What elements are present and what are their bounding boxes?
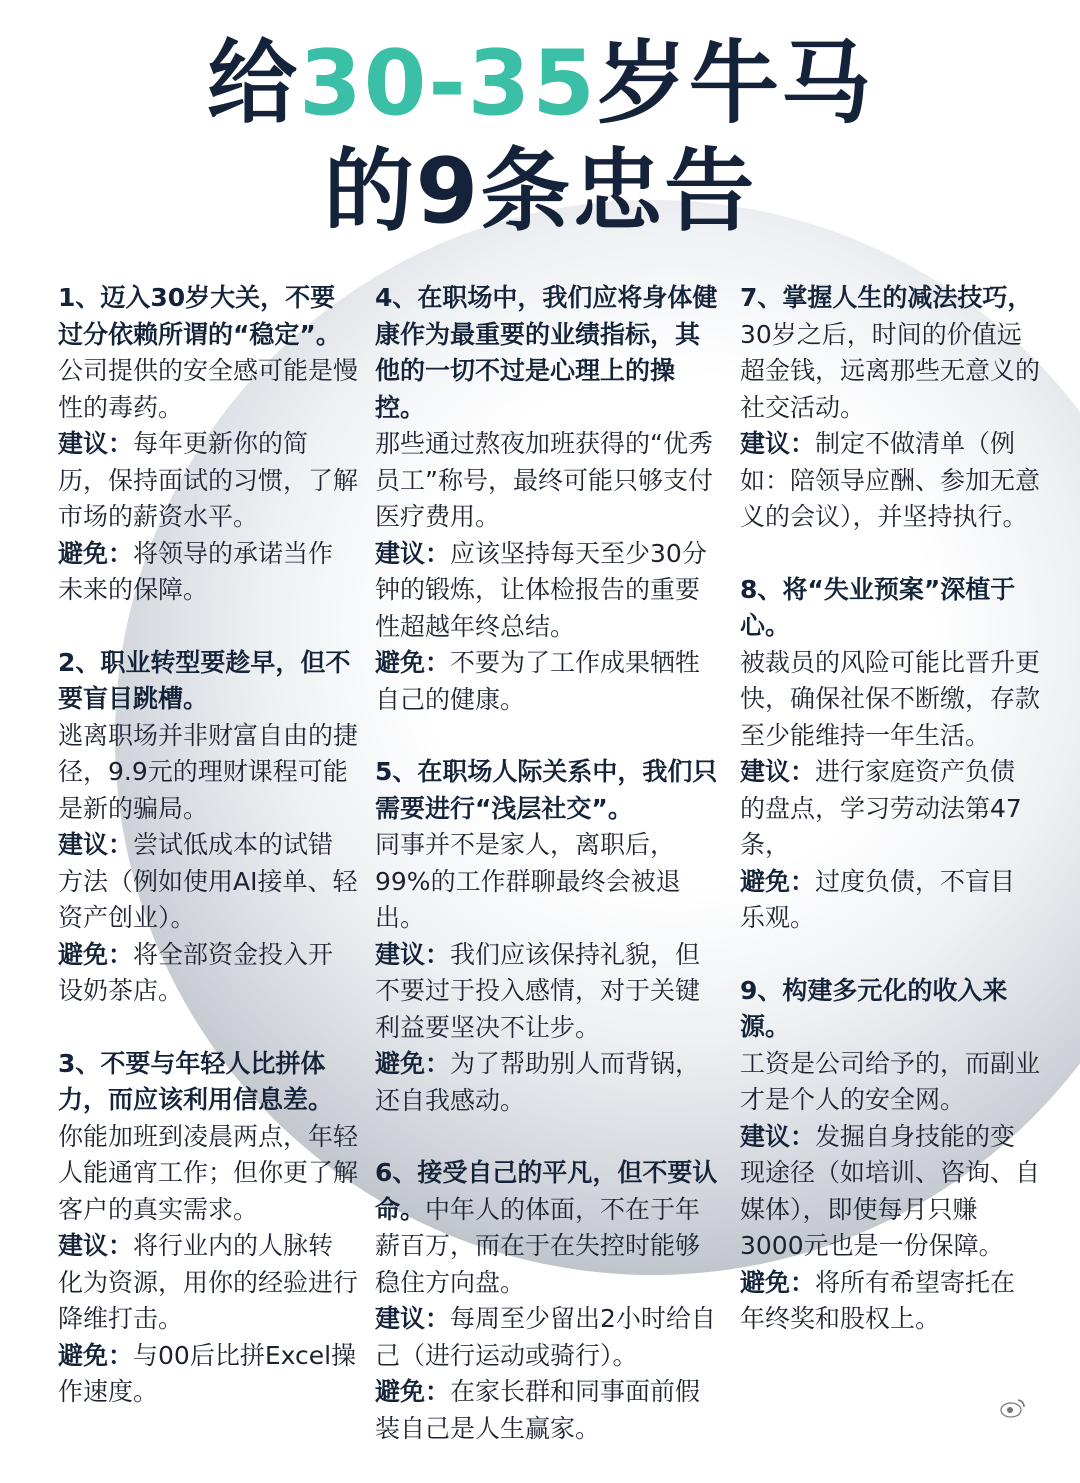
advice-body: 同事并不是家人，离职后，99%的工作群聊最终会被退出。 <box>375 830 681 932</box>
advice-item-7 <box>740 280 1040 536</box>
advice-suggest: 建议：每年更新你的简历，保持面试的习惯，了解市场的薪资水平。 <box>58 429 359 531</box>
advice-suggest: 建议：每周至少留出2小时给自己（进行运动或骑行）。 <box>375 1304 716 1370</box>
advice-avoid: 避免：将领导的承诺当作未来的保障。 <box>58 538 334 604</box>
advice-heading: 1、迈入30岁大关，不要过分依赖所谓的“稳定”。 <box>58 283 341 349</box>
advice-item-1 <box>58 280 358 609</box>
advice-heading: 8、将“失业预案”深植于心。 <box>740 574 1016 640</box>
advice-body: 你能加班到凌晨两点，年轻人能通宵工作；但你更了解客户的真实需求。 <box>58 1121 359 1224</box>
advice-avoid: 避免：将全部资金投入开设奶茶店。 <box>58 939 334 1005</box>
advice-heading: 2、职业转型要趁早，但不要盲目跳槽。 <box>58 647 351 713</box>
advice-heading: 3、不要与年轻人比拼体力，而应该利用信息差。 <box>58 1048 334 1114</box>
advice-avoid: 避免：过度负债，不盲目乐观。 <box>740 866 1016 932</box>
advice-suggest: 建议：我们应该保持礼貌，但不要过于投入感情，对于关键利益要坚决不让步。 <box>375 939 701 1042</box>
title-line-2: 的9条忠告 <box>323 139 757 244</box>
advice-heading-body: 6、接受自己的平凡，但不要认命。中年人的体面，不在于年薪百万，而在于在失控时能够稳住方向盘。 <box>375 1158 718 1297</box>
watermark <box>994 1396 1032 1420</box>
advice-body: 那些通过熬夜加班获得的“优秀员工”称号，最终可能只够支付医疗费用。 <box>375 429 713 531</box>
advice-suggest: 建议：进行家庭资产负债的盘点，学习劳动法第47条， <box>740 757 1022 859</box>
title-accent: 30-35 <box>299 31 597 136</box>
advice-body: 工资是公司给予的，而副业才是个人的安全网。 <box>740 1048 1041 1114</box>
advice-item-5 <box>375 754 720 1119</box>
advice-item-3 <box>58 1046 358 1411</box>
advice-heading: 5、在职场人际关系中，我们只需要进行“浅层社交”。 <box>375 757 718 823</box>
advice-item-6 <box>375 1155 720 1447</box>
page-title <box>0 30 1080 246</box>
advice-avoid: 避免：不要为了工作成果牺牲自己的健康。 <box>375 648 701 714</box>
advice-avoid: 避免：将所有希望寄托在年终奖和股权上。 <box>740 1267 1016 1333</box>
advice-suggest: 建议：将行业内的人脉转化为资源，用你的经验进行降维打击。 <box>58 1231 359 1333</box>
advice-avoid: 避免：为了帮助别人而背锅，还自我感动。 <box>375 1049 701 1115</box>
advice-heading: 7、掌握人生的减法技巧， <box>740 283 1033 312</box>
advice-body: 逃离职场并非财富自由的捷径，9.9元的理财课程可能是新的骗局。 <box>58 720 359 823</box>
advice-item-4 <box>375 280 720 718</box>
advice-item-8 <box>740 572 1040 937</box>
advice-avoid: 避免：在家长群和同事面前假装自己是人生赢家。 <box>375 1377 701 1443</box>
advice-heading: 4、在职场中，我们应将身体健康作为最重要的业绩指标，其他的一切不过是心理上的操控。 <box>375 283 718 422</box>
column-2 <box>375 280 720 1483</box>
advice-body: 被裁员的风险可能比晋升更快，确保社保不断缴，存款至少能维持一年生活。 <box>740 647 1041 750</box>
advice-avoid: 避免：与00后比拼Excel操作速度。 <box>58 1340 357 1406</box>
advice-heading: 9、构建多元化的收入来源。 <box>740 975 1008 1041</box>
advice-suggest: 建议：尝试低成本的试错方法（例如使用AI接单、轻资产创业）。 <box>58 830 358 932</box>
advice-suggest: 建议：制定不做清单（例如：陪领导应酬、参加无意义的会议），并坚持执行。 <box>740 429 1041 531</box>
column-1 <box>58 280 358 1447</box>
advice-body: 公司提供的安全感可能是慢性的毒药。 <box>58 356 359 422</box>
advice-item-9 <box>740 973 1040 1338</box>
weibo-logo-icon <box>1000 1398 1026 1418</box>
advice-suggest: 建议：发掘自身技能的变现途径（如培训、咨询、自媒体），即使每月只赚3000元也是一份保障。 <box>740 1121 1041 1260</box>
advice-suggest: 建议：应该坚持每天至少30分钟的锻炼，让体检报告的重要性超越年终总结。 <box>375 538 707 641</box>
advice-body: 30岁之后，时间的价值远超金钱，远离那些无意义的社交活动。 <box>740 319 1041 422</box>
advice-item-2 <box>58 645 358 1010</box>
column-3 <box>740 280 1040 1374</box>
title-line-1: 给30-35岁牛马 <box>207 31 873 136</box>
